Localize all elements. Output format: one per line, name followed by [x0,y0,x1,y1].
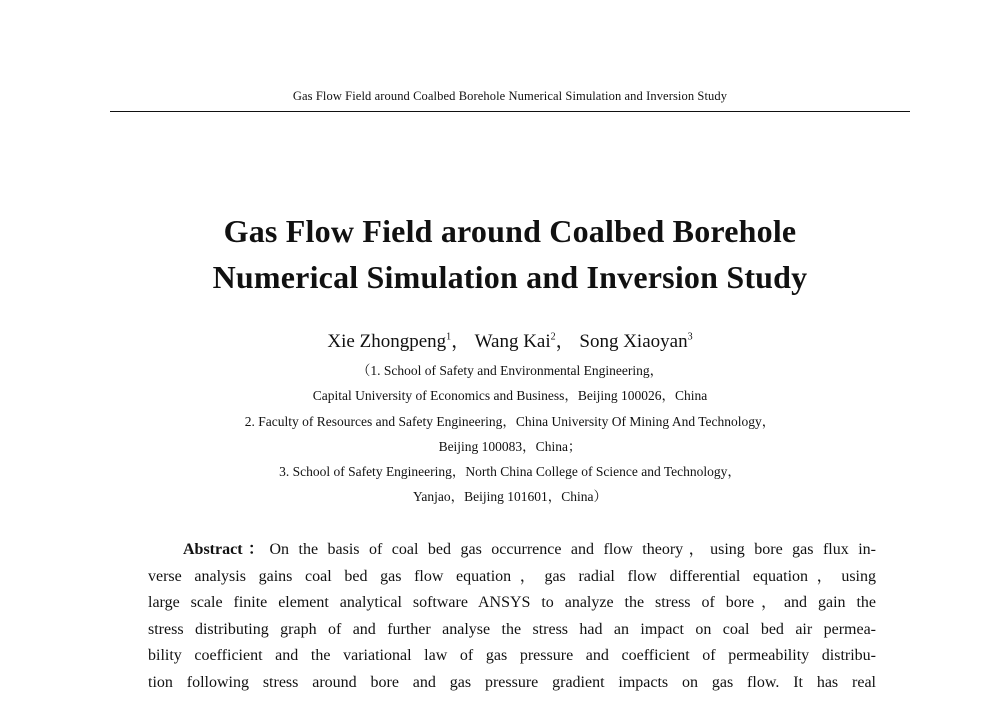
author-name: Xie Zhongpeng [327,331,447,352]
abstract-line: stress distributing graph of and further analyse the stress had an impact on coal bed air permea- [148,620,876,638]
author-affiliation-mark: 2 [550,331,556,343]
affiliation-line: 3. School of Safety Engineering，North China College of Science and Technology， [279,464,741,480]
author-name: Wang Kai [474,331,551,352]
affiliation-line: （1. School of Safety and Environmental Engineering， [356,363,664,378]
author-separator: ， [555,331,575,352]
paper-title [110,208,910,300]
abstract-line: large scale finite element analytical software ANSYS to analyze the stress of bore，and gain the [148,594,876,612]
author-separator: ， [451,331,471,352]
abstract-line [148,537,876,564]
affiliation-line: 2. Faculty of Resources and Safety Engineering，China University Of Mining And Technology， [244,413,776,429]
running-header: Gas Flow Field around Coalbed Borehole Numerical Simulation and Inversion Study [292,89,728,103]
abstract-text: On the basis of coal bed gas occurrence and flow theory，using bore gas flux in- [269,541,876,558]
abstract-line: verse analysis gains coal bed gas flow equation，gas radial flow differential equation，using [148,567,877,585]
author-affiliation-mark: 3 [687,331,693,343]
title-line-2: Numerical Simulation and Inversion Study [212,259,808,295]
author-affiliation-mark: 1 [446,331,452,343]
author-list [110,329,910,355]
abstract-line: tion following stress around bore and gas pressure gradient impacts on gas flow. It has real [148,673,876,691]
author-name: Song Xiaoyan [579,331,688,352]
affiliation-line: Capital University of Economics and Business，Beijing 100026，China [312,388,708,404]
abstract-label: Abstract： [183,541,270,558]
affiliation-line: Beijing 100083，China； [438,438,582,454]
abstract [148,537,876,697]
abstract-line: bility coefficient and the variational law of gas pressure and coefficient of permeability distribu- [148,647,876,665]
affiliation-line: Yanjao，Beijing 101601，China） [412,489,607,505]
title-line-1: Gas Flow Field around Coalbed Borehole [223,213,797,249]
affiliations [110,358,910,510]
header-rule [110,111,910,112]
